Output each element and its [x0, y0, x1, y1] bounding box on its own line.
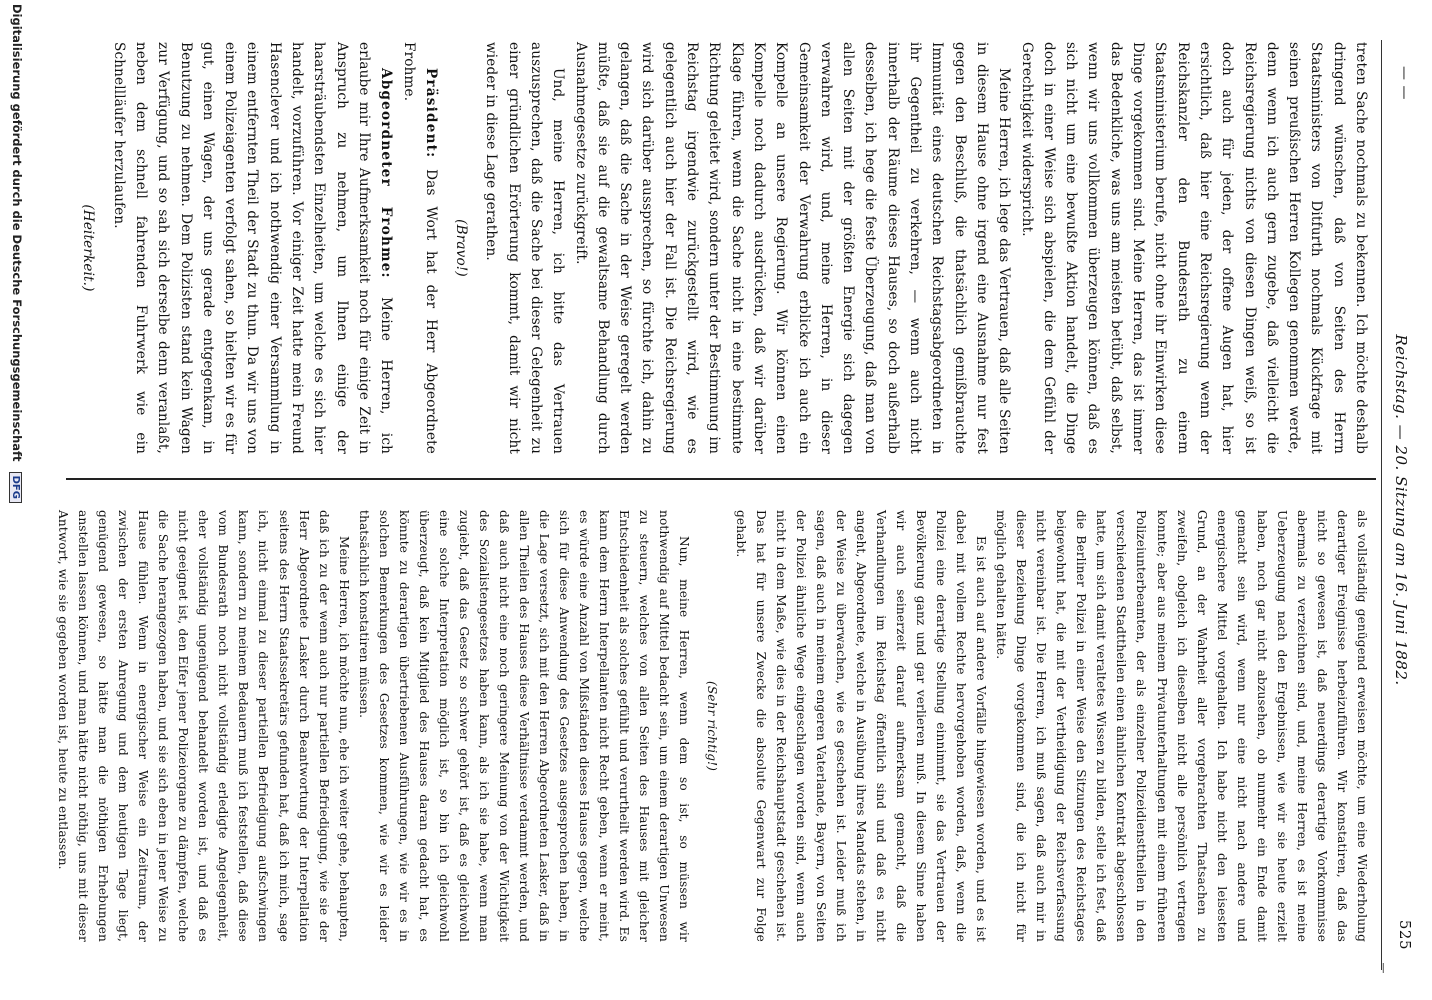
column-divider [66, 478, 1376, 480]
footer-text: Digitalisierung gefördert durch die Deutsche Forschungsgemeinschaft [10, 4, 24, 462]
right-paragraph: Es ist auch auf andere Vorfälle hingewiesen worden, und es ist dabei mit vollem Rechte hervorgehoben worden, daß, wenn die Polizei eine derartige Stellung einnimmt, sie das Vertrauen der Bevölkerung ganz und gar verlieren muß. In diesem Sinne haben wir auch seinerzeit darauf aufmerksam gemacht, daß die Verhandlungen im Reichstag öffentlich sind und daß es nicht angeht, Abgeordnete, welche in Ausübung ihres Mandats stehen, in der Weise zu überwachen, wie es geschehen ist. Leider muß ich sagen, daß auch in meinem engeren Vaterlande, Bayern, von Seiten der Polizei ähnliche Wege eingeschlagen worden sind, wenn auch nicht in dem Maße, wie dies in der Reichshauptstadt geschehen ist. Das hat für unsere Zwecke die absolute Gegenwart zur Folge gehabt. [733, 510, 989, 942]
closing-interjection: (Heiterkeit.) [80, 204, 97, 292]
right-paragraph: als vollständig genügend erweisen möchte, um eine Wiederholung derartiger Ereignisse herbeizuführen. Wir konstatiren, daß das nicht so gewesen ist, daß neuerdings derartige Vorkommnisse abermals zu verzeichnen sind, und, meine Herren, es ist meine Ueberzeugung nach den Ergebnissen, wie wir sie heute erzielt haben, noch gar nicht abzusehen, ob nunmehr ein Ende damit gemacht sein wird, wenn nur eine nicht nach andere und energischere Mittel vorgehalten. Ich habe nicht den leisesten Grund, an der Wahrheit aller vorgebrachten Thatsachen zu zweifeln, obgleich ich dieselben nicht alle persönlich vertragen konnte; aber aus meinem Privatunterhaltungen mit einem früheren Polizeiunterbeamten, der als einzelner Polizeidiensttheilen in den verschiedenen Stadttheilen einen ähnlichen Kontrakt abgeschlossen hatte, um sich damit veraltetes Wissen zu bilden, stelle ich fest, daß die Berliner Polizei in einer Weise den Sitzungen des Reichstages beigewohnt hat, die mit der Vertheidigung der Reichsverfassung nicht vereinbar ist. Die Herren, ich muß sagen, daß auch mir in dieser Beziehung Dinge vorgekommen sind, die ich nicht für möglich gehalten hätte. [994, 510, 1369, 942]
interjection: (Bravo!) [453, 219, 470, 277]
header-rule [1381, 40, 1382, 970]
page-number: 525 [1396, 919, 1414, 950]
header-right-mark: — [1377, 962, 1390, 974]
digitization-footer [2, 0, 24, 1000]
right-paragraph: Meine Herren, ich möchte nun, ehe ich weiter gehe, behaupten, daß ich zu der wenn auch nur partiellen Befriedigung, wie sie der Herr Abgeordnete Lasker durch Beantwortung der Interpellation seitens des Herrn Staatssekretärs gefunden hat, daß ich mich, sage ich, nicht einmal zu dieser partiellen Befriedigung aufschwingen kann, sondern zu meinem Bedauern muß ich feststellen, daß diese vom Bundesrath noch nicht vollständig erledigte Angelegenheit, eher vollständig ungenügend behandelt worden ist, und daß es nicht geeignet ist, den Eifer jener Polizeiorgane zu dämpfen, welche die Sache herangezogen haben, und sie sich eben in jener Weise zu Hause fühlen. Wenn in energischer Weise ein Zeitraum, der zwischen der ersten Anregung und dem heutigen Tage liegt, genügend gewesen, so hätte man die nöthigen Erhebungen anstellen lassen können, und man hätte nicht nöthig, uns mit dieser Antwort, wie sie gegeben worden ist, heute zu entlassen. [56, 510, 351, 942]
speaker-text: Meine Herren, ich erlaube mir Ihre Aufmerksamkeit noch für einige Zeit in Anspruch zu nehmen, um Ihnen einige der haarsträubendsten Einzelheiten, um welche es sich hier handelt, vorzuführen. Vor einiger Zeit hatte mein Freund Hasenclever und ich nothwendig einer Versammlung in einem entfernten Theil der Stadt zu thun. Da wir uns von einem Polizeiagenten verfolgt sahen, so hielten wir es für gut, einen Wagen, der uns gerade entgegenkam, in Benutzung zu nehmen. Dem Polizisten stand kein Wagen zur Verfügung, und so sah sich derselbe denn veranlaßt, neben dem schnell fahrenden Fuhrwerk wie ein Schnellläufer herzulaufen. [110, 42, 395, 454]
right-paragraph: Nun, meine Herren, wenn dem so ist, so müssen wir nothwendig auf Mittel bedacht sein, um einem derartigen Unwesen zu steuern, welches von allen Seiten des Hauses mit gleicher Entschiedenheit als solches gefühlt und verurtheilt werden wird. Es kann dem Herrn Interpellanten nicht Recht geben, wenn er meint, es würde eine Anzahl von Mißständen dieses Hauses gegen, welche sich für diese Anwendung des Gesetzes ausgesprochen haben, in die Lage versetzt, sich mit den Herren Abgeordneten Lasker, daß in allen Theilen des Hauses diese Verhältnisse verdammt werden, und daß auch nicht eine noch geringere Meinung von der Wichtigkeit des Sozialistengesetzes haben kann, als ich sie habe, wenn man zugiebt, daß das Gesetz so schwer gehört ist, daß es gleichwohl eine solche Interpretation möglich ist, so bin ich gleichwohl überzeugt, daß kein Mitglied des Hauses daran gedacht hat, es könnte zu derartigen übertriebenen Ausführungen, wie wir es in solchen Bemerkungen des Gesetzes kommen, wie wir es leider thatsächlich konstatiren müssen. [356, 510, 692, 942]
header-left-mark: — — [1396, 66, 1412, 100]
left-paragraph: Und, meine Herren, ich bitte das Vertrauen auszusprechen, daß die Sache bei dieser Gelegenheit zu einer gründlichen Erörterung kommt, damit wir nicht wieder in diese Lage gerathen. [483, 42, 567, 454]
left-paragraph: treten Sache nochmals zu bekennen. Ich möchte deshalb dringend wünschen, daß von Seiten des Herrn Staatsministers von Ditfurth nochmals Kückfrage mit seinen preußischen Herren Kollegen genommen werde, denn wenn ich auch gern zugebe, daß vielleicht die Reichsregierung nichts von diesen Dingen weiß, so ist doch auch für jeden, der offene Augen hat, hier ersichtlich, daß hier eine Reichsregierung wenn der Reichskanzler den Bundesrath zu einem Staatsministerium berufe, nicht ohne ihr Einwirken diese Dinge vorgekommen sind. Meine Herren, das ist immer das Bedenkliche, was uns am meisten betübt, daß selbst, wenn wir uns vollkommen überzeugen können, daß es sich nicht um eine bewußte Aktion handelt, die Dinge doch in einer Weise sich abspielen, die dem Gefühl der Gerechtigkeit widerspricht. [1018, 42, 1369, 454]
dfg-logo: DFG [9, 472, 22, 503]
header-title: Reichstag. — 20. Sitzung am 16. Juni 1882. [1392, 334, 1410, 686]
right-column [53, 510, 1372, 942]
left-paragraph: Meine Herren, ich lege das Vertrauen, daß alle Seiten in diesem Hause ohne irgend eine Ausnahme nur fest gegen den Beschluß, die thatsächlich gemißbrauchte Immunität eines deutschen Reichstagsabgeordneten in ihr Gegentheil zu verkehren, — wenn auch nicht innerhalb der Räume dieses Hauses, so doch außerhalb desselben, ich hege die feste Überzeugung, daß man von allen Seiten mit der größten Energie sich dagegen verwahren wird, und, meine Herren, in dieser Gemeinsamkeit der Verwahrung erblicke ich auch ein Kompelle an unsere Regierung. Wir können einen Kompelle noch dadurch ausdrücken, daß wir darüber Klage führen, wenn die Sache nicht in eine bestimmte Richtung geleitet wird, sondern unter der Bestimmung im Reichstag irgendwie zurückgestellt wird, wie es gelegentlich auch hier der Fall ist. Die Reichsregierung wird sich darüber aussprechen, so fürchte ich, dahin zu gelangen, daß die Sache in der Weise geregelt werden müßte, daß sie auf die gewaltsame Behandlung durch Ausnahmegesetze zurückgreift. [572, 42, 1013, 454]
page-header [1377, 60, 1414, 974]
speaker-label: Abgeordneter Frohme: [378, 68, 395, 279]
interjection: (Sehr richtig!) [705, 680, 720, 772]
president-label: Präsident: [422, 68, 439, 159]
left-column [69, 42, 1372, 454]
president-text: Das Wort hat der Herr Abgeordnete Frohme. [400, 42, 439, 454]
